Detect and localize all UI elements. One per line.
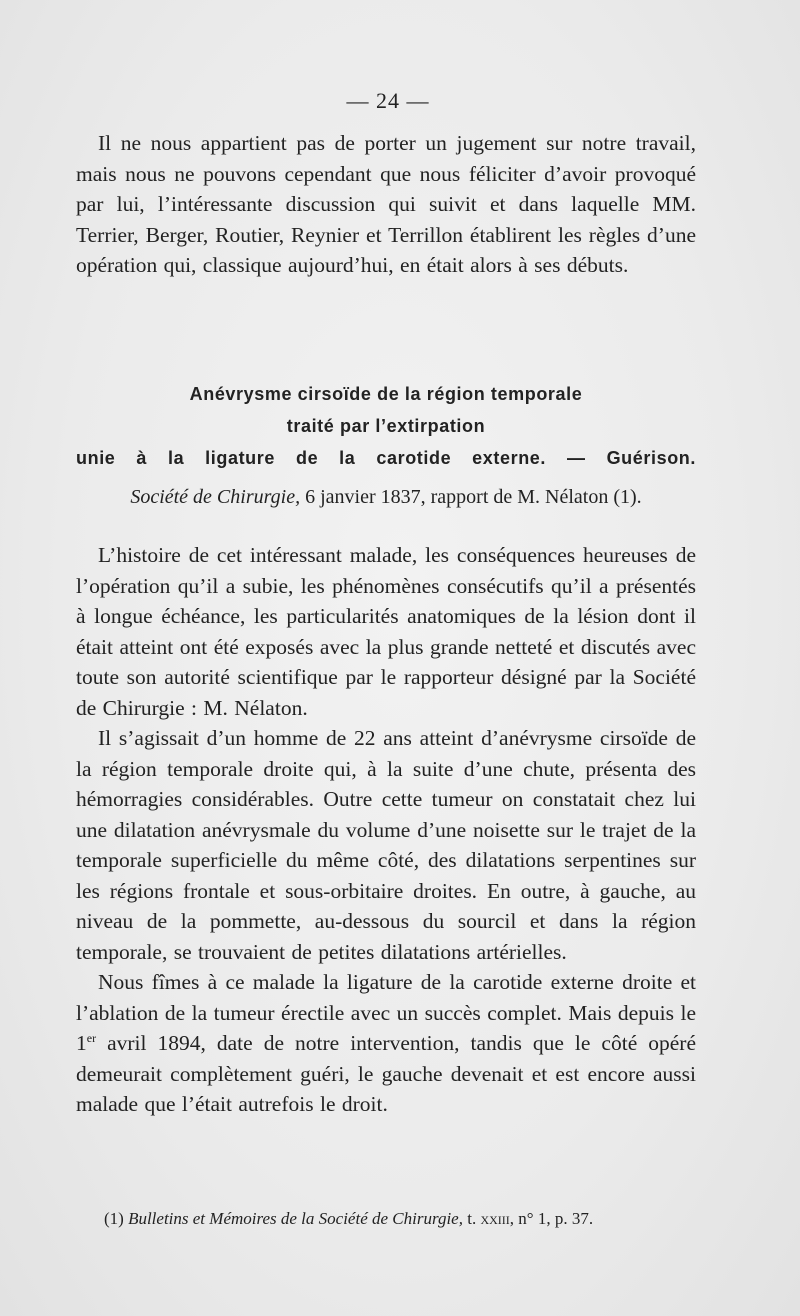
- footnote-rest: n° 1, p. 37.: [518, 1209, 594, 1228]
- footnote-title: Bulletins et Mémoires de la Société de Chirurgie,: [128, 1209, 463, 1228]
- source-society: Société de Chirurgie,: [130, 486, 301, 508]
- footnote-marker: (1): [104, 1209, 124, 1228]
- source-details: 6 janvier 1837, rapport de M. Nélaton (1).: [305, 486, 642, 508]
- heading-line-1: Anévrysme cirsoïde de la région temporale: [189, 384, 583, 404]
- intro-block: [76, 128, 696, 281]
- body-paragraph-3: [76, 967, 696, 1120]
- paragraph-3-start: Nous fîmes à ce malade la ligature de la carotide externe droite et l’ablation de la tumeur érectile avec un succès complet. Mais depuis le 1: [76, 970, 696, 1055]
- footnote-volume-prefix: t.: [467, 1209, 477, 1228]
- heading-line-2: traité par l’extirpation: [286, 416, 486, 436]
- ordinal-superscript: er: [86, 1030, 97, 1045]
- section-source: [76, 482, 696, 512]
- footnote: [104, 1206, 704, 1232]
- body-paragraph-2: Il s’agissait d’un homme de 22 ans atteint d’anévrysme cirsoïde de la région temporale droite qui, à la suite d’une chute, présenta des hémorragies considérables. Outre cette tumeur on constatait chez lui une dilatation anévrysmale du volume d’une noisette sur le trajet de la temporale superficielle du même côté, des dilatations serpentines sur les régions frontale et sous-orbitaire droites. En outre, à gauche, au niveau de la pommette, au-dessous du sourcil et dans la région temporale, se trouvaient de petites dilatations artérielles.: [76, 726, 696, 964]
- paragraph-3-end: avril 1894, date de notre intervention, tandis que le côté opéré demeurait complètement guéri, le gauche devenait et est encore aussi malade que l’était autrefois le droit.: [76, 1031, 696, 1116]
- section-heading: [76, 378, 696, 474]
- heading-line-3: unie à la ligature de la carotide externe. — Guérison.: [76, 448, 696, 468]
- page-number: — 24 —: [346, 88, 430, 113]
- footnote-volume: xxiii,: [480, 1209, 515, 1228]
- body-paragraph-1: L’histoire de cet intéressant malade, les conséquences heureuses de l’opération qu’il a subie, les phénomènes consécutifs qu’il a présentés à longue échéance, les particularités anatomiques de la lésion dont il était atteint ont été exposés avec la plus grande netteté et discutés avec toute son autorité scientifique par le rapporteur désigné par la Société de Chirurgie : M. Nélaton.: [76, 543, 696, 720]
- intro-paragraph: Il ne nous appartient pas de porter un jugement sur notre travail, mais nous ne pouvons cependant que nous féliciter d’avoir provoqué par lui, l’intéressante discussion qui suivit et dans laquelle MM. Terrier, Berger, Routier, Reynier et Terrillon établirent les règles d’une opération qui, classique aujourd’hui, en était alors à ses débuts.: [76, 131, 696, 277]
- main-text-block: [76, 540, 696, 1120]
